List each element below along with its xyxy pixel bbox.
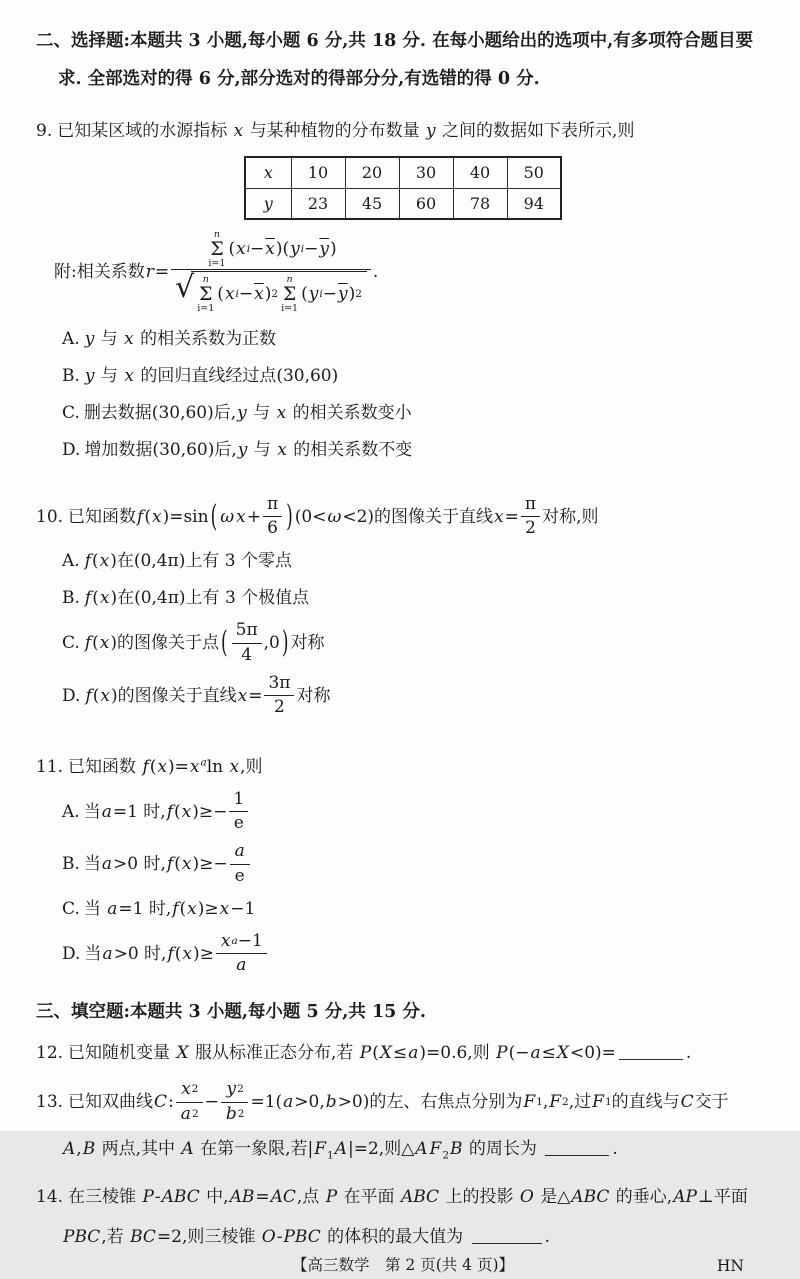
question-11: [36, 735, 770, 983]
question-13-line2-text: A,B 两点,其中 A 在第一象限,若$|F_1A|=2$,则△A $F_2B$ 的周长为 .: [63, 1138, 618, 1162]
q11-option-b-label: B.: [62, 854, 80, 875]
question-11-stem: [36, 747, 770, 782]
q11-option-a: [62, 789, 770, 835]
q11-option-c: [62, 894, 770, 924]
q10-option-b-label: B.: [62, 588, 80, 609]
q9-option-b: [62, 361, 770, 391]
question-12-stem-text: 已知随机变量 X 服从标准正态分布,若 P(X≤a)=0.6,则 P(−a≤X<0)= .: [68, 1043, 692, 1064]
q9-option-d: [62, 435, 770, 465]
q9-option-d-text: 增加数据(30,60)后,y 与 x 的相关系数不变: [84, 439, 413, 460]
q9-cell: 45: [345, 188, 399, 219]
q9-cell: 23: [291, 188, 345, 219]
q9-cell: 10: [291, 157, 345, 188]
q10-option-d: [62, 673, 770, 719]
q9-row-header-y: y: [245, 188, 291, 219]
q10-option-c-label: C.: [62, 633, 80, 653]
question-14-number: 14.: [36, 1187, 64, 1208]
q11-option-c-text: 当 a=1 时,f(x)≥x−1: [83, 898, 256, 919]
question-9-number: 9.: [36, 121, 53, 141]
footer-page-label: 【高三数学 第 2 页(共 4 页)】: [291, 1256, 515, 1275]
question-13-line1-text: 已知双曲线 C : x 2 a 2 − y 2 b 2 =1( a >0, b >0)的左、右焦点分别为 F 1 , F 2 ,过 F 1 的直线与 C 交于: [68, 1079, 729, 1124]
section-choice-header: [36, 26, 770, 94]
section-blank-line1: 三、填空题:本题共 3 小题,每小题 5 分,共 15 分.: [36, 1002, 426, 1023]
q11-option-d-text: 当 a >0 时, f ( x )≥ x a −1 a: [84, 931, 268, 977]
q9-cell: 40: [453, 157, 507, 188]
q9-option-c-text: 删去数据(30,60)后,y 与 x 的相关系数变小: [83, 402, 412, 423]
q9-option-a: [62, 324, 770, 354]
q9-cell: 78: [453, 188, 507, 219]
q9-row-header-x: x: [245, 157, 291, 188]
q9-cell: 50: [507, 157, 561, 188]
question-10: [36, 482, 770, 726]
question-9-stem-text: 已知某区域的水源指标 x 与某种植物的分布数量 y 之间的数据如下表所示,则: [57, 121, 635, 141]
q9-formula-tokens: 附:相关系数 r = n Σ i=1 ( x i − $\overline{x}$ )( y i − $\overline{y}$ ) √ n Σ i=1 ( x i − $\overline{x}$ ) 2 n Σ i=1 ( y i − $\overline{y}$ ) 2 .: [54, 229, 379, 315]
question-12-number: 12.: [36, 1043, 64, 1064]
section-choice-line2: 求. 全部选对的得 6 分,部分选对的得部分分,有选错的得 0 分.: [58, 69, 540, 89]
q11-option-a-label: A.: [62, 801, 80, 822]
question-9-stem: [36, 116, 770, 146]
q9-cell: 30: [399, 157, 453, 188]
q9-option-c: [62, 398, 770, 428]
q9-cell: 60: [399, 188, 453, 219]
question-9: [36, 104, 770, 472]
question-10-stem: [36, 494, 770, 540]
q9-table-row-x: [245, 157, 561, 188]
q11-option-c-label: C.: [62, 898, 80, 919]
q10-option-d-label: D.: [62, 685, 81, 706]
question-14-line1-text: 在三棱锥 P-ABC 中,AB=AC,点 P 在平面 ABC 上的投影 O 是△ABC 的垂心,AP⊥平面: [68, 1187, 748, 1208]
section-choice-line1: 二、选择题:本题共 3 小题,每小题 6 分,共 18 分. 在每小题给出的选项中,有多项符合题目要: [36, 31, 754, 51]
q9-option-d-label: D.: [62, 439, 81, 460]
question-10-stem-text: 已知函数 f ( x )=sin ( ω x + $\frac{\pi}{6}$ ) (0< ω <2)的图像关于直线 x = $\frac{\pi}{2}$ 对称,则: [68, 493, 599, 538]
q11-option-a-text: 当 a =1 时, f ( x )≥− $\frac{1}{e}$: [84, 789, 251, 835]
q11-option-d: [62, 931, 770, 977]
question-13-number: 13.: [36, 1092, 64, 1113]
q9-cell: 94: [507, 188, 561, 219]
q10-option-a: [62, 546, 770, 576]
question-12: [36, 1037, 770, 1069]
q9-option-b-text: y 与 x 的回归直线经过点(30,60): [84, 365, 339, 386]
section-blank-header: [36, 997, 770, 1027]
q10-option-b: [62, 583, 770, 613]
q9-option-a-label: A.: [62, 328, 80, 349]
q10-option-a-label: A.: [62, 551, 80, 572]
q9-option-c-label: C.: [62, 402, 80, 423]
q10-option-b-text: f(x)在(0,4π)上有 3 个极值点: [84, 588, 310, 609]
q9-table-row-y: [245, 188, 561, 219]
question-10-number: 10.: [36, 506, 64, 527]
q11-option-d-label: D.: [62, 943, 81, 964]
q9-correlation-formula: [54, 230, 770, 314]
q9-option-b-label: B.: [62, 365, 80, 386]
question-13: [36, 1079, 770, 1171]
question-14-line2-text: PBC,若 BC=2,则三棱锥 O-PBC 的体积的最大值为 .: [63, 1227, 550, 1248]
question-14-line2: [36, 1221, 770, 1253]
question-11-number: 11.: [36, 756, 64, 777]
question-11-stem-text: 已知函数 $f(x)=x^a\ln$ x,则: [68, 756, 263, 777]
q9-data-table: [244, 156, 562, 220]
q11-option-b: [62, 841, 770, 887]
q11-option-b-text: 当 a >0 时, f ( x )≥− $\frac{a}{e}$: [84, 841, 252, 887]
q10-option-d-text: f ( x )的图像关于直线 x = $\frac{3\pi}{2}$ 对称: [85, 672, 331, 717]
question-14-line1: [36, 1181, 770, 1213]
question-14: [36, 1181, 770, 1253]
q10-option-c-text: f ( x )的图像关于点 ( $\frac{5\pi}{4}$ ,0 ) 对称: [84, 620, 325, 665]
question-13-line1: [36, 1079, 770, 1125]
q10-option-a-text: f(x)在(0,4π)上有 3 个零点: [84, 551, 292, 572]
page-footer: [36, 1253, 770, 1279]
q9-cell: 20: [345, 157, 399, 188]
footer-code: HN: [716, 1257, 744, 1276]
question-13-line2: [36, 1133, 770, 1171]
q10-option-c: [62, 620, 770, 666]
q9-option-a-text: y 与 x 的相关系数为正数: [84, 328, 277, 349]
